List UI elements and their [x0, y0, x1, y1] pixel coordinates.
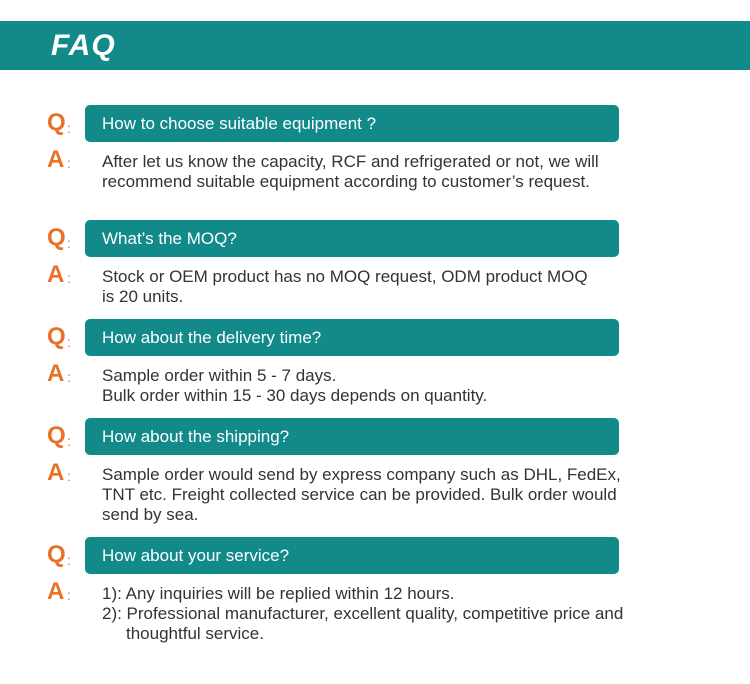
- q-colon: :: [67, 120, 71, 136]
- question-bar: [85, 418, 619, 455]
- a-label: A: [47, 261, 65, 288]
- answer-line: recommend suitable equipment according to customer’s request.: [102, 172, 590, 191]
- a-colon: :: [67, 270, 71, 286]
- a-label: A: [47, 146, 65, 173]
- question-text: How about your service?: [102, 546, 290, 565]
- answer-line: Sample order within 5 - 7 days.: [102, 366, 337, 385]
- question-text: How about the delivery time?: [102, 328, 322, 347]
- q-colon: :: [67, 552, 71, 568]
- answer-line: Bulk order within 15 - 30 days depends on quantity.: [102, 386, 488, 405]
- q-colon: :: [67, 334, 71, 350]
- a-colon: :: [67, 587, 71, 603]
- q-label: Q: [47, 323, 66, 350]
- question-bar: [85, 537, 619, 574]
- a-colon: :: [67, 468, 71, 484]
- answer-line: Sample order would send by express company such as DHL, FedEx,: [102, 465, 621, 484]
- q-label: Q: [47, 541, 66, 568]
- answer-line: send by sea.: [102, 505, 199, 524]
- q-label: Q: [47, 109, 66, 136]
- q-label: Q: [47, 224, 66, 251]
- answer-line: Stock or OEM product has no MOQ request, ODM product MOQ: [102, 267, 588, 286]
- question-bar: [85, 220, 619, 257]
- answer-line: is 20 units.: [102, 287, 184, 306]
- a-label: A: [47, 360, 65, 387]
- answer-line: 2): Professional manufacturer, excellent quality, competitive price and thoughtful service.: [102, 604, 624, 643]
- question-text: How to choose suitable equipment ?: [102, 114, 377, 133]
- q-label: Q: [47, 422, 66, 449]
- answer-line: TNT etc. Freight collected service can be provided. Bulk order would: [102, 485, 617, 504]
- question-bar: [85, 319, 619, 356]
- answer-line: 1): Any inquiries will be replied within 12 hours.: [102, 584, 455, 603]
- q-colon: :: [67, 235, 71, 251]
- a-colon: :: [67, 155, 71, 171]
- a-colon: :: [67, 369, 71, 385]
- a-label: A: [47, 459, 65, 486]
- answer: [102, 465, 662, 525]
- faq-header: [0, 21, 750, 70]
- q-colon: :: [67, 433, 71, 449]
- question-text: How about the shipping?: [102, 427, 290, 446]
- answer: [102, 366, 662, 406]
- question-bar: [85, 105, 619, 142]
- answer: [102, 152, 662, 192]
- page-title: FAQ: [51, 29, 116, 62]
- answer: [102, 584, 662, 644]
- a-label: A: [47, 578, 65, 605]
- answer-line: After let us know the capacity, RCF and refrigerated or not, we will: [102, 152, 599, 171]
- answer: [102, 267, 662, 307]
- question-text: What’s the MOQ?: [102, 229, 237, 248]
